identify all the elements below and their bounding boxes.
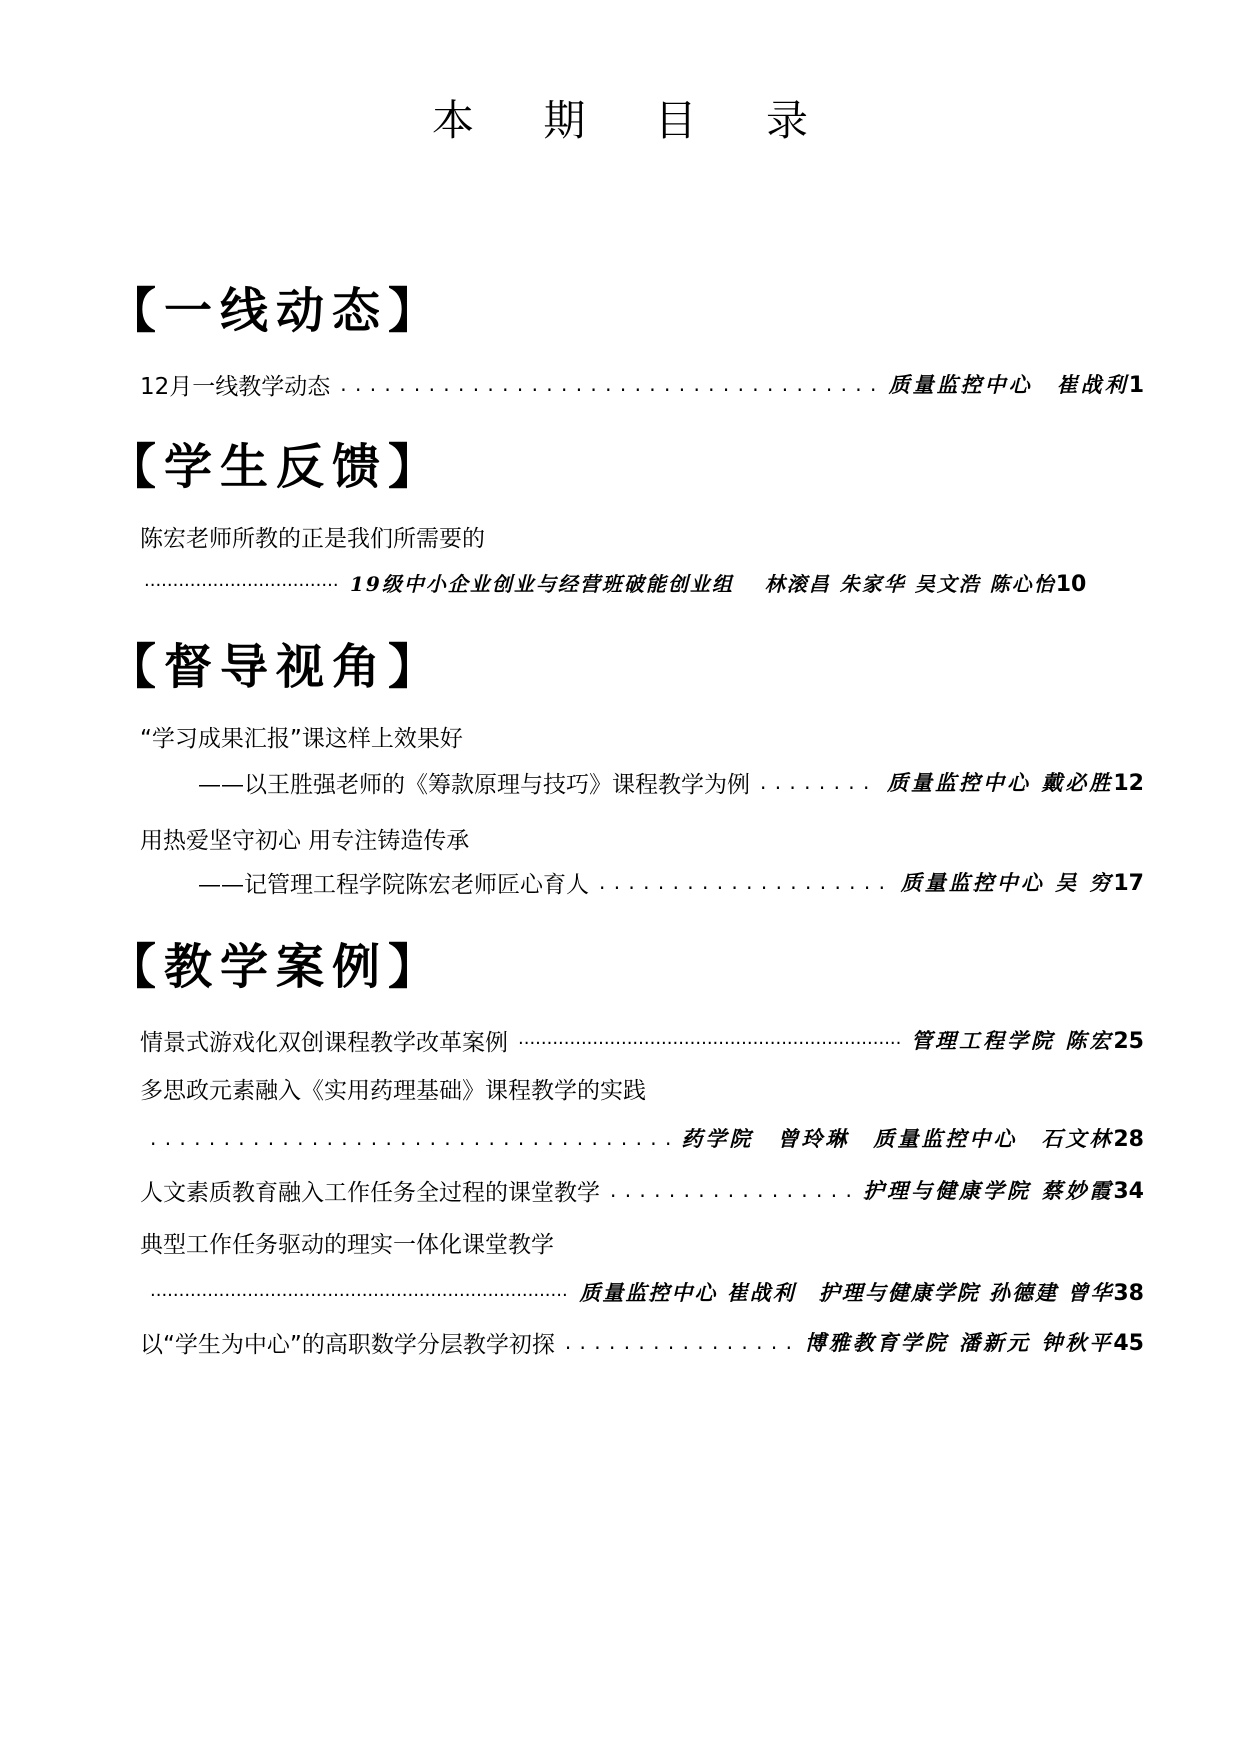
entry-page: 28 [1113,1127,1144,1152]
dot-leader [518,1026,901,1054]
section-heading-supervision: 【督导视角】 [108,639,445,695]
toc-entry[interactable] [140,364,1144,404]
entry-title: 人文素质教育融入工作任务全过程的课堂教学 [140,1179,600,1206]
entry-title[interactable]: “学习成果汇报”课这样上效果好 [140,726,463,752]
entry-page: 45 [1113,1331,1144,1356]
entry-title: 以“学生为中心”的高职数学分层教学初探 [140,1331,555,1358]
entry-page: 17 [1113,871,1144,896]
section-heading-teaching-cases: 【教学案例】 [108,939,445,995]
dot-leader [340,370,878,398]
entry-author: 管理工程学院 陈宏25 [911,1028,1144,1054]
toc-entry[interactable] [198,862,1144,902]
dot-leader [599,868,891,896]
entry-title: 12月一线教学动态 [140,373,331,400]
entry-author: 19级中小企业创业与经营班破能创业组 林滚昌 朱家华 吴文浩 陈心怡10 [350,571,1087,597]
entry-author: 博雅教育学院 潘新元 钟秋平45 [804,1330,1144,1356]
entry-title[interactable]: 陈宏老师所教的正是我们所需要的 [140,526,485,552]
entry-page: 25 [1113,1029,1144,1054]
section-heading-student-feedback: 【学生反馈】 [108,439,445,495]
page-title: 本 期 目 录 [431,96,837,145]
toc-entry[interactable] [140,1118,1144,1158]
entry-author: 质量监控中心 吴 穷17 [900,870,1144,896]
toc-entry[interactable] [140,562,1144,602]
entry-subtitle: ——以王胜强老师的《筹款原理与技巧》课程教学为例 [198,771,750,798]
entry-title[interactable]: 用热爱坚守初心 用专注铸造传承 [140,828,470,854]
dot-leader [150,1124,671,1152]
toc-entry[interactable] [140,1272,1144,1312]
entry-subtitle: ——记管理工程学院陈宏老师匠心育人 [198,871,589,898]
entry-author: 药学院 曾玲琳 质量监控中心 石文林28 [681,1126,1144,1152]
entry-title[interactable]: 多思政元素融入《实用药理基础》课程教学的实践 [140,1078,646,1104]
entry-author: 质量监控中心 戴必胜12 [887,770,1144,796]
entry-page: 12 [1113,771,1144,796]
entry-author: 护理与健康学院 蔡妙霞34 [863,1178,1144,1204]
entry-page: 34 [1113,1179,1144,1204]
dot-leader [144,568,340,596]
dot-leader [565,1328,795,1356]
toc-entry[interactable] [140,1020,1144,1060]
entry-title: 情景式游戏化双创课程教学改革案例 [140,1029,508,1056]
entry-page: 1 [1128,373,1144,398]
dot-leader [150,1278,569,1306]
entry-page: 38 [1113,1281,1144,1306]
entry-author: 质量监控中心 崔战利1 [888,372,1144,398]
dot-leader [610,1176,853,1204]
section-heading-frontline: 【一线动态】 [108,283,445,339]
toc-entry[interactable] [140,1170,1144,1210]
entry-page: 10 [1055,571,1087,597]
dot-leader [760,768,877,796]
entry-title[interactable]: 典型工作任务驱动的理实一体化课堂教学 [140,1232,554,1258]
toc-entry[interactable] [140,1322,1144,1362]
entry-author: 质量监控中心 崔战利 护理与健康学院 孙德建 曾华38 [579,1280,1144,1306]
toc-entry[interactable] [198,762,1144,802]
